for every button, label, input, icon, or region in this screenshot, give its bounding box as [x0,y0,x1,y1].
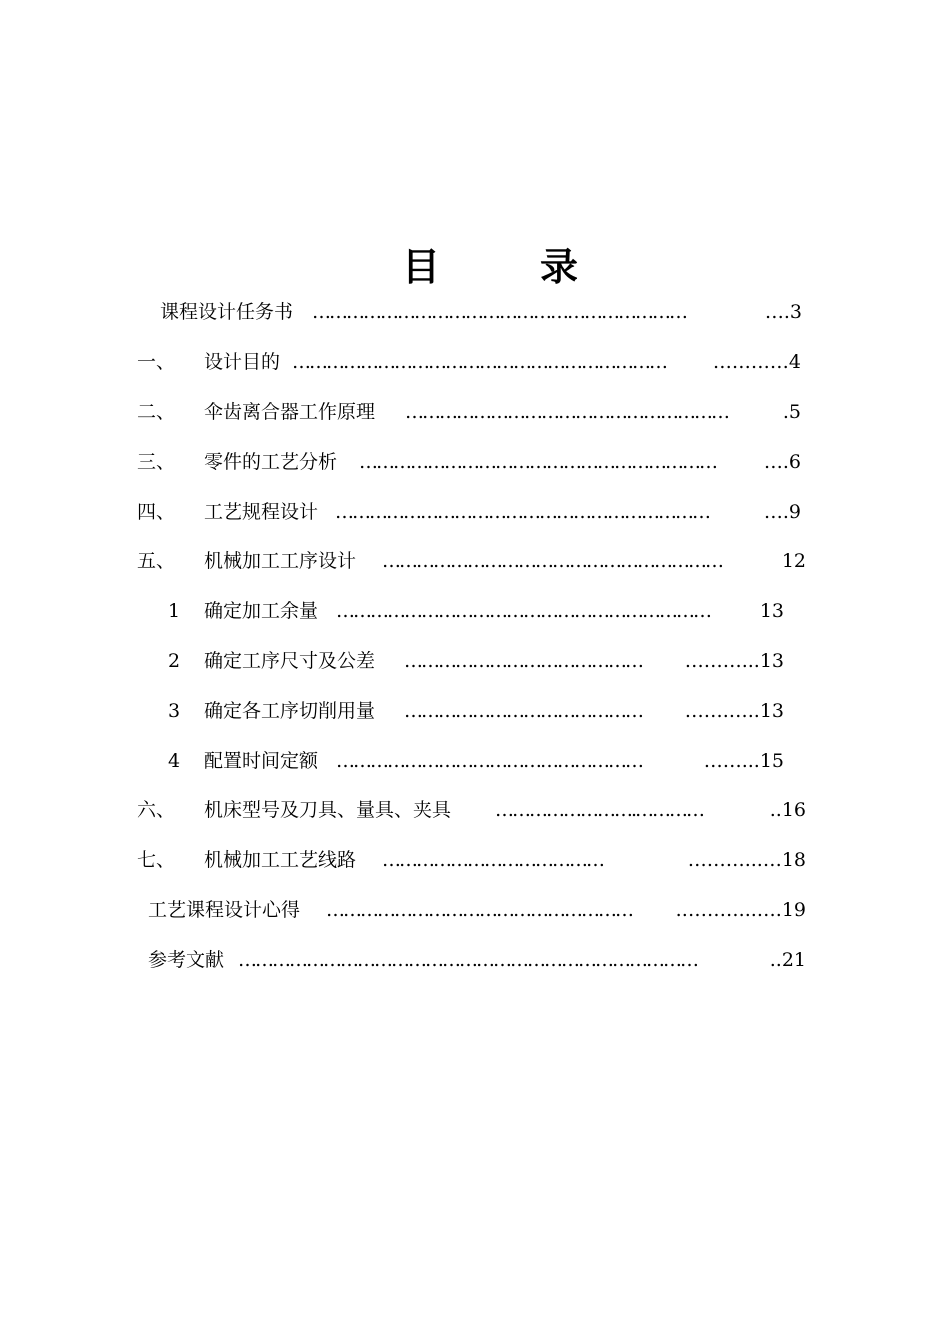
toc-leader-dots: …………………….………… [495,799,704,821]
toc-entry-number: 二、 [137,401,176,423]
toc-entry-number: 六、 [137,799,176,821]
toc-entry-label: 设计目的 [204,351,281,373]
toc-title-char-1: 目 [401,245,440,289]
toc-entry-label: 伞齿离合器工作原理 [204,401,376,423]
toc-entry[interactable] [168,597,784,625]
toc-page-number: ….6 [763,451,801,473]
toc-page-number: 13 [759,600,784,622]
toc-entry-label: 参考文献 [148,949,225,971]
toc-entry[interactable] [160,298,802,326]
toc-title-char-2: 录 [540,245,579,289]
toc-page-number: …………4 [712,351,801,373]
toc-leader-dots: ………………………………… [382,849,603,871]
toc-title [0,236,950,291]
toc-page-number: .5 [782,401,801,423]
toc-page-number: …….…..13 [684,700,784,722]
toc-page-number: .………...….19 [675,899,806,921]
toc-entry-label: 确定工序尺寸及公差 [204,650,376,672]
toc-entry-label: 确定加工余量 [204,600,319,622]
toc-entry-label: 机械加工工艺线路 [204,849,357,871]
toc-entry[interactable] [148,946,806,974]
toc-entry[interactable] [137,398,801,426]
toc-page-number: ..21 [769,949,806,971]
toc-leader-dots: ………………………………………………………… [292,351,666,373]
toc-page-number: 12 [781,550,806,572]
toc-leader-dots: ……………………………………………… [336,750,642,772]
toc-entry-label: 课程设计任务书 [160,301,294,323]
toc-entry-label: 工艺规程设计 [204,501,319,523]
toc-entry-label: 机床型号及刀具、量具、夹具 [204,799,452,821]
toc-entry-label: 零件的工艺分析 [204,451,338,473]
toc-entry[interactable] [168,747,784,775]
toc-page-number: ….9 [763,501,801,523]
toc-entry[interactable] [148,896,806,924]
toc-leader-dots: …………………………………… [404,650,642,672]
toc-entry-number: 三、 [137,451,176,473]
toc-entry[interactable] [137,547,806,575]
toc-entry[interactable] [137,448,801,476]
toc-entry[interactable] [137,846,806,874]
toc-entry-label: 确定各工序切削用量 [204,700,376,722]
toc-entry[interactable] [168,697,784,725]
toc-entry-number: 一、 [137,351,176,373]
toc-entry-number: 1 [168,600,181,622]
toc-leader-dots: …………………………………… [404,700,642,722]
toc-entry-number: 4 [168,750,181,772]
toc-leader-dots: ………………………………………………………… [335,501,709,523]
toc-leader-dots: ………………………………………………………… [312,301,686,323]
toc-entry-number: 2 [168,650,181,672]
toc-entry-number: 五、 [137,550,176,572]
toc-leader-dots: ……………………………………………………………………… [238,949,697,971]
toc-entry-label: 工艺课程设计心得 [148,899,301,921]
toc-page-number: ………...13 [684,650,784,672]
toc-leader-dots: …………………………………………………… [382,550,722,572]
toc-leader-dots: ………………………………………………… [405,401,728,423]
toc-entry-label: 机械加工工序设计 [204,550,357,572]
toc-page-number: ………...…18 [687,849,806,871]
toc-entry[interactable] [168,647,784,675]
toc-page-number: ..16 [769,799,806,821]
toc-entry[interactable] [137,796,806,824]
toc-page-number: ….3 [764,301,802,323]
toc-entry[interactable] [137,348,801,376]
toc-leader-dots: ………………………………………………………… [336,600,710,622]
toc-leader-dots: ……………………………………………… [326,899,632,921]
toc-entry[interactable] [137,498,801,526]
toc-leader-dots: ……………………………………………………… [359,451,716,473]
toc-entry-number: 3 [168,700,181,722]
toc-entry-label: 配置时间定额 [204,750,319,772]
toc-page-number: ……...15 [703,750,784,772]
toc-entry-number: 四、 [137,501,176,523]
toc-entry-number: 七、 [137,849,176,871]
